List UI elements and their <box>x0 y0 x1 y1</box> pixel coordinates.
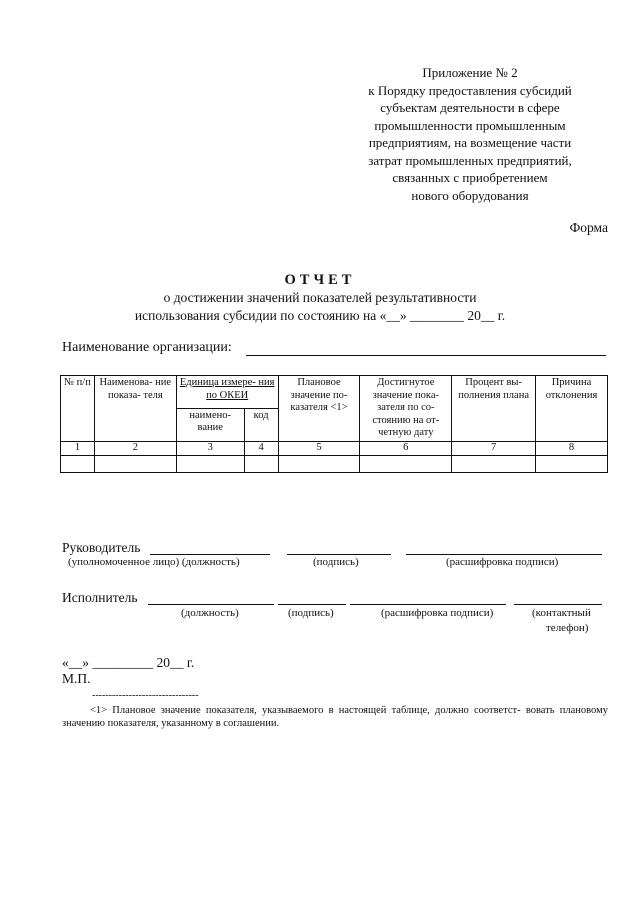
header-percent-plan: Процент вы- полнения плана <box>452 376 536 442</box>
appendix-line: промышленности промышленным <box>374 117 566 133</box>
table-cell[interactable] <box>61 455 95 472</box>
table-header-row <box>61 376 608 409</box>
executor-label: Исполнитель <box>62 590 138 605</box>
report-subtitle-line-1: о достижении значений показателей результативности <box>163 290 477 305</box>
appendix-line: Приложение № 2 <box>422 65 518 80</box>
column-number: 1 <box>61 441 95 455</box>
caption-phone-line-1: (контактный <box>532 607 591 619</box>
footnote-text: <1> Плановое значение показателя, указываемого в настоящей таблице, должно соответст- вовать плановому значению показателя, указанному в соглашении. <box>62 705 608 729</box>
table-cell[interactable] <box>94 455 176 472</box>
appendix-line: затрат промышленных предприятий, <box>368 152 572 168</box>
caption-signature: (подпись) <box>288 607 334 619</box>
report-subtitle-line-2: использования субсидии по состоянию на «__» ________ 20__ г. <box>134 308 506 323</box>
table-cell[interactable] <box>176 455 244 472</box>
header-unit-okei: Единица измере- ния по ОКЕИ <box>176 376 278 409</box>
column-number: 6 <box>360 441 452 455</box>
column-number: 5 <box>278 441 360 455</box>
caption-name: (расшифровка подписи) <box>446 556 559 568</box>
head-label: Руководитель <box>62 540 141 555</box>
caption-position: (уполномоченное лицо) (должность) <box>68 556 240 568</box>
executor-phone-field[interactable] <box>514 590 602 605</box>
table-row <box>61 455 608 472</box>
appendix-line: предприятиям, на возмещение части <box>368 135 572 150</box>
header-unit-name: наимено- вание <box>176 408 244 441</box>
header-achieved-value: Достигнутое значение пока- зателя по со- стоянию на от- четную дату <box>360 376 452 442</box>
head-name-field[interactable] <box>406 540 602 555</box>
table-cell[interactable] <box>452 455 536 472</box>
appendix-header <box>340 64 600 204</box>
column-number: 2 <box>94 441 176 455</box>
header-indicator-name: Наименова- ние показа- теля <box>94 376 176 442</box>
header-deviation-reason: Причина отклонения <box>536 376 608 442</box>
column-number: 4 <box>244 441 278 455</box>
header-number: № п/п <box>61 376 95 442</box>
table-cell[interactable] <box>244 455 278 472</box>
seal-mark: М.П. <box>62 671 91 686</box>
caption-signature: (подпись) <box>313 556 359 568</box>
header-unit-code: код <box>244 408 278 441</box>
appendix-line: связанных с приобретением <box>392 170 548 185</box>
report-table <box>60 375 608 473</box>
header-planned-value: Плановое значение по- казателя <1> <box>278 376 360 442</box>
appendix-line: субъектам деятельности в сфере <box>380 100 560 115</box>
column-number: 8 <box>536 441 608 455</box>
table-cell[interactable] <box>536 455 608 472</box>
signature-date: «__» _________ 20__ г. <box>62 655 195 670</box>
executor-name-field[interactable] <box>350 590 506 605</box>
head-signature-field[interactable] <box>287 540 391 555</box>
report-title: ОТЧЕТ <box>284 272 356 288</box>
column-number: 3 <box>176 441 244 455</box>
appendix-line: нового оборудования <box>411 187 529 203</box>
caption-name: (расшифровка подписи) <box>381 607 494 619</box>
table-column-numbers-row <box>61 441 608 455</box>
caption-position: (должность) <box>181 607 239 619</box>
head-position-field[interactable] <box>150 540 270 555</box>
form-label: Форма <box>569 220 608 235</box>
executor-signature-field[interactable] <box>278 590 346 605</box>
caption-phone-line-2: телефон) <box>546 622 589 634</box>
footnote-separator: -------------------------------- <box>92 690 199 701</box>
organization-label: Наименование организации: <box>62 340 232 355</box>
executor-position-field[interactable] <box>148 590 274 605</box>
appendix-line: к Порядку предоставления субсидий <box>368 82 572 98</box>
table-cell[interactable] <box>360 455 452 472</box>
organization-field[interactable] <box>246 340 606 356</box>
column-number: 7 <box>452 441 536 455</box>
table-cell[interactable] <box>278 455 360 472</box>
